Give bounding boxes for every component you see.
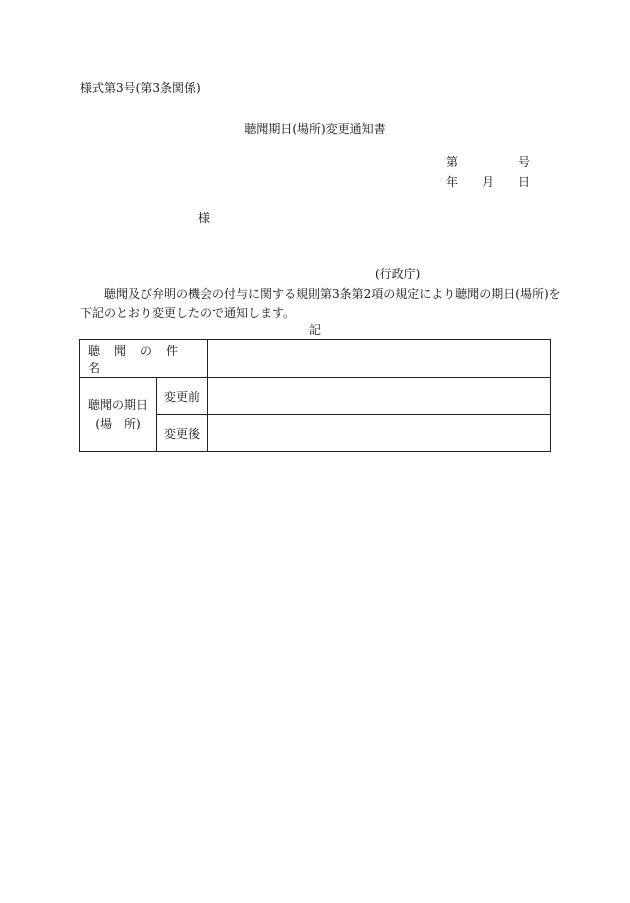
table-row-before [80, 378, 551, 415]
before-value[interactable] [208, 378, 551, 415]
number-suffix: 号 [518, 155, 531, 169]
before-label: 変更前 [157, 378, 208, 415]
ki-label: 記 [308, 323, 321, 337]
date-place-label-line-1: 聴聞の期日 [87, 397, 148, 412]
body-text-line-1: 聴聞及び弁明の機会の付与に関する規則第3条第2項の規定により聴聞の期日(場所)を [104, 287, 561, 301]
after-label: 変更後 [157, 415, 208, 452]
case-name-label: 聴聞の件名 [80, 340, 208, 378]
case-name-value[interactable] [208, 340, 551, 378]
addressee-suffix: 様 [198, 211, 211, 225]
date-place-label-line-2: (場 所) [95, 416, 141, 431]
body-text-line-2: 下記のとおり変更したので通知します。 [80, 306, 296, 320]
agency-label: (行政庁) [375, 267, 421, 281]
detail-table [79, 339, 551, 452]
document-title: 聴聞期日(場所)変更通知書 [244, 122, 386, 136]
date-place-label [80, 378, 157, 452]
form-number: 様式第3号(第3条関係) [80, 81, 201, 95]
date-month: 月 [482, 175, 495, 189]
date-year: 年 [446, 175, 459, 189]
number-prefix: 第 [446, 155, 459, 169]
date-day: 日 [518, 175, 531, 189]
table-row-case-name [80, 340, 551, 378]
after-value[interactable] [208, 415, 551, 452]
